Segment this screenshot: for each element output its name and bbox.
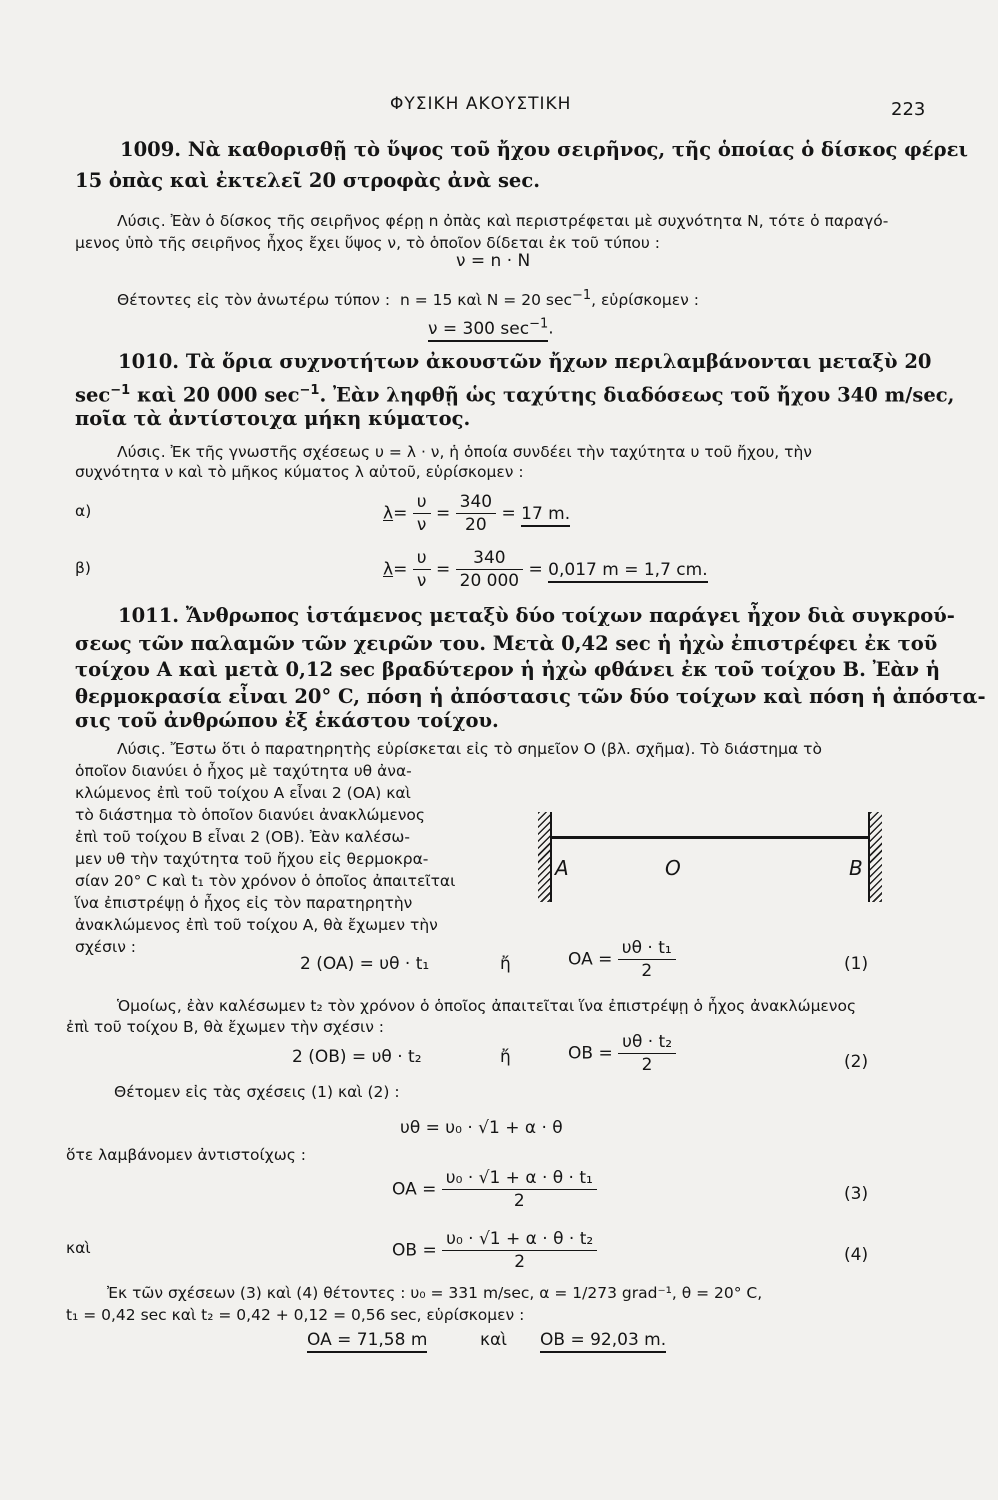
solution-1011-line-10: σχέσιν : — [75, 938, 137, 956]
label-o: O — [665, 856, 681, 880]
problem-number: 1009. — [120, 138, 182, 161]
text-respectively: ὅτε λαμβάνομεν ἀντιστοίχως : — [66, 1146, 306, 1164]
label-a: A — [555, 856, 569, 880]
solution-1011-line-8: ἵνα ἐπιστρέψῃ ὁ ἦχος εἰς τὸν παρατηρητὴν — [75, 894, 413, 912]
solution-1010-line-2: συχνότητα ν καὶ τὸ μῆκος κύματος λ αὐτοῦ, εὑρίσκομεν : — [75, 463, 524, 481]
eq2-left: 2 (OB) = υθ · t₂ — [292, 1047, 422, 1067]
eq1-or: ἤ — [500, 954, 511, 974]
solution-1011-line-7: σίαν 20° C καὶ t₁ τὸν χρόνον ὁ ὁποῖος ἀπαιτεῖται — [75, 872, 456, 890]
equation-b: λ= $\frac{\upsilon}{\nu}$ = $\frac{340}{20 000}$ = 0,017 m = 1,7 cm. — [383, 548, 708, 591]
problem-1010-line-1: 1010. Τὰ ὅρια συχνοτήτων ἀκουστῶν ἤχων περιλαμβάνονται μεταξὺ 20 — [118, 350, 932, 373]
solution-1011-first-line: Λύσις. Ἔστω ὅτι ὁ παρατηρητὴς εὑρίσκεται εἰς τὸ σημεῖον O (βλ. σχῆμα). Τὸ διάστημα τὸ — [117, 740, 822, 758]
problem-1011-line-4: θερμοκρασία εἶναι 20° C, πόση ἡ ἀπόστασις τῶν δύο τοίχων καὶ πόση ἡ ἀπόστα- — [75, 685, 986, 708]
page-number: 223 — [891, 99, 926, 120]
eq2-or: ἤ — [500, 1047, 511, 1067]
eq1-tag: (1) — [844, 954, 869, 974]
solution-1009-line-3: Θέτοντες εἰς τὸν ἀνωτέρω τύπον : n = 15 καὶ N = 20 $\sec^{-1}$, εὑρίσκομεν : — [117, 288, 699, 310]
solution-1009-line-1: Λύσις. Ἐὰν ὁ δίσκος τῆς σειρῆνος φέρῃ n ὀπὰς καὶ περιστρέφεται μὲ συχνότητα N, τότε ὁ παραγό- — [117, 212, 889, 230]
eq-velocity-temperature: υθ = υ₀ · √1 + α · θ — [400, 1118, 563, 1138]
label-b: B — [849, 856, 863, 880]
solution-1011-line-2: ὁποῖον διανύει ὁ ἦχος μὲ ταχύτητα υθ ἀνα- — [75, 762, 412, 780]
solution-1011-line-5: ἐπὶ τοῦ τοίχου B εἶναι 2 (OB). Ἐὰν καλέσω- — [75, 828, 410, 846]
solution-1011-line-3: κλώμενος ἐπὶ τοῦ τοίχου A εἶναι 2 (OA) καὶ — [75, 784, 411, 802]
result-oa: OA = 71,58 m — [307, 1330, 427, 1350]
problem-1011-line-1: 1011. Ἄνθρωπος ἱστάμενος μεταξὺ δύο τοίχων παράγει ἦχον διὰ συγκρού- — [118, 604, 955, 627]
eq1-left: 2 (OA) = υθ · t₁ — [300, 954, 430, 974]
solution-1011-line-6: μεν υθ τὴν ταχύτητα τοῦ ἤχου εἰς θερμοκρα- — [75, 850, 429, 868]
eq2-tag: (2) — [844, 1052, 869, 1072]
problem-1010-line-3: ποῖα τὰ ἀντίστοιχα μήκη κύματος. — [75, 407, 471, 430]
problem-1009-line-2: 15 ὀπὰς καὶ ἐκτελεῖ 20 στροφὰς ἀνὰ sec. — [75, 169, 541, 192]
solution-1009-line-2: μενος ὑπὸ τῆς σειρῆνος ἦχος ἔχει ὕψος ν, τὸ ὁποῖον δίδεται ἐκ τοῦ τύπου : — [75, 234, 660, 252]
running-header: ΦΥΣΙΚΗ ΑΚΟΥΣΤΙΚΗ — [390, 94, 572, 114]
problem-number: 1010. — [118, 350, 180, 373]
problem-1009-line-1: 1009. Νὰ καθορισθῇ τὸ ὕψος τοῦ ἤχου σειρῆνος, τῆς ὁποίας ὁ δίσκος φέρει — [120, 138, 968, 161]
problem-1010-line-2: $\sec^{-1}$ καὶ 20 000 $\sec^{-1}$. Ἐὰν ληφθῇ ὡς ταχύτης διαδόσεως τοῦ ἤχου 340 m/sec, — [75, 383, 955, 407]
case-a-label: α) — [75, 502, 92, 520]
text-and: καὶ — [66, 1239, 91, 1257]
walls-diagram — [538, 812, 883, 904]
eq4-tag: (4) — [844, 1245, 869, 1265]
case-b-label: β) — [75, 559, 91, 577]
solution-1011-line-9: ἀνακλώμενος ἐπὶ τοῦ τοίχου A, θὰ ἔχωμεν τὴν — [75, 916, 438, 934]
equation-a: λ= $\frac{\upsilon}{\nu}$ = $\frac{340}{20}$ = 17 m. — [383, 492, 571, 535]
problem-1011-line-5: σις τοῦ ἀνθρώπου ἐξ ἑκάστου τοίχου. — [75, 709, 499, 732]
wall-a — [550, 812, 552, 902]
text-final-1: Ἐκ τῶν σχέσεων (3) καὶ (4) θέτοντες : υ₀ = 331 m/sec, α = 1/273 grad⁻¹, θ = 20° C, — [107, 1284, 763, 1302]
text-similarly-2: ἐπὶ τοῦ τοίχου B, θὰ ἔχωμεν τὴν σχέσιν : — [66, 1018, 385, 1036]
eq2-right: OB = $\frac{\text{υθ · t₂}}{2}$ — [568, 1032, 676, 1075]
eq3-tag: (3) — [844, 1184, 869, 1204]
formula-pitch: ν = n · N — [456, 251, 531, 271]
wall-b-hatch — [870, 812, 882, 902]
eq4: OB = $\frac{\text{υ₀ · √1 + α · θ · t₂}}{2}$ — [392, 1229, 597, 1272]
result-and: καὶ — [480, 1330, 507, 1350]
text-substitute: Θέτομεν εἰς τὰς σχέσεις (1) καὶ (2) : — [114, 1083, 400, 1101]
text-final-2: t₁ = 0,42 sec καὶ t₂ = 0,42 + 0,12 = 0,56 sec, εὑρίσκομεν : — [66, 1306, 525, 1324]
problem-1011-line-3: τοίχου A καὶ μετὰ 0,12 sec βραδύτερον ἡ ἠχὼ φθάνει ἐκ τοῦ τοίχου B. Ἐὰν ἡ — [75, 658, 941, 681]
wall-a-hatch — [538, 812, 550, 902]
distance-line — [552, 836, 868, 839]
eq3: OA = $\frac{\text{υ₀ · √1 + α · θ · t₁}}{2}$ — [392, 1168, 597, 1211]
problem-number: 1011. — [118, 604, 180, 627]
text-similarly-1: Ὁμοίως, ἐὰν καλέσωμεν t₂ τὸν χρόνον ὁ ὁποῖος ἀπαιτεῖται ἵνα ἐπιστρέψῃ ὁ ἦχος ἀνακλώμενος — [117, 997, 857, 1015]
eq1-right: OA = $\frac{\text{υθ · t₁}}{2}$ — [568, 938, 676, 981]
solution-1011-line-4: τὸ διάστημα τὸ ὁποῖον διανύει ἀνακλώμενος — [75, 806, 426, 824]
solution-1010-line-1: Λύσις. Ἐκ τῆς γνωστῆς σχέσεως υ = λ · ν, ἡ ὁποία συνδέει τὴν ταχύτητα υ τοῦ ἤχου, τὴν — [117, 443, 812, 461]
problem-1011-line-2: σεως τῶν παλαμῶν τῶν χειρῶν του. Μετὰ 0,42 sec ἡ ἠχὼ ἐπιστρέφει ἐκ τοῦ — [75, 632, 938, 655]
result-1009: ν = 300 $\sec^{-1}$. — [428, 316, 554, 339]
result-ob: OB = 92,03 m. — [540, 1330, 666, 1350]
